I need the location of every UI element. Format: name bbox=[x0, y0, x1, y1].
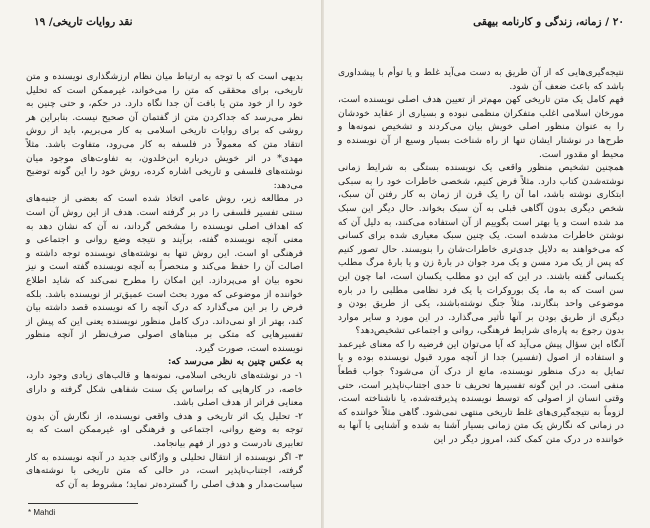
paragraph: فهم کامل یک متن تاریخی کهن مهم‌تر از تعیین هدف اصلی نویسنده است، مورخان اسلامی اغلب متفکران منظمی نبوده و بسیاری از عقاید خودشان را به عنوان منظور اصلی خویش بیان می‌کردند و تشخیص نمونه‌ها و طرح‌ها در نوشتار ایشان تنها از راه شناخت بسیار وسیع از آن نویسنده و محیط او مقدور است. bbox=[338, 94, 624, 160]
left-page bbox=[0, 0, 322, 528]
right-page bbox=[324, 0, 650, 528]
left-text-block bbox=[26, 70, 303, 491]
footnote: * Mahdi bbox=[28, 508, 56, 517]
right-text-block bbox=[338, 66, 624, 447]
paragraph-heading: به عکس چنین به نظر می‌رسد که: bbox=[167, 356, 303, 368]
paragraph: آنگاه این سؤال پیش می‌آید که آیا می‌توان این فرضیه را که معنای غیرعمد و استفاده از اصول (تفسیر) جدا از آنچه مورد قبول نویسنده بوده و یا تمایل به درک منظور نویسنده، مانع از درک آن می‌شود؟ جواب قطعاً منفی است. در این گونه تفسیرها تحریف تا حدی اجتناب‌ناپذیر است، حتی وقتی انسان از اصولی که توسط نویسنده پذیرفته‌شده، یا ناشناخته است، لزوماً به نتیجه‌گیری‌های غلط تاریخی منتهی نمی‌شود. گاهی مثلاً خواننده که در زمانی که نگارش یک متن زمانی بسیار آشنا به شده و آشنایی یا آنها به خواننده در درک متن کمک کند، امروز دیگر در این bbox=[338, 338, 624, 446]
list-item: ۱- در نوشته‌های تاریخی اسلامی، نمونه‌ها و قالب‌های زیادی وجود دارد، خاصه، در کارهایی که براساس یک سنت شفاهی شکل گرفته و دارای معنایی فراتر از هدف اصلی باشد. bbox=[26, 370, 303, 409]
list-item: ۲- تحلیل یک اثر تاریخی و هدف واقعی نویسنده، از نگارش آن بدون توجه به وضع روانی، اجتماعی و فرهنگی او، غیرممکن است که به تعابیری نادرست و دور از فهم بیانجامد. bbox=[26, 410, 303, 450]
right-running-head: ۲۰ / زمانه، زندگی و کارنامه بیهقی bbox=[473, 16, 624, 28]
list-item: ۳- اگر نویسنده از انتقال تحلیلی و واژگانی جدید در آنچه نویسنده به کار گرفته، اجتناب‌ناپذیر است، در حالی که متن تاریخی با نوشته‌های سیاست‌مدار و هدف اصلی را گسترده‌تر نماید؛ مشروط به آن که bbox=[26, 451, 303, 490]
paragraph: همچنین تشخیص منظور واقعی یک نویسنده بستگی به شرایط زمانی نوشته‌شدن کتاب دارد. مثلاً فرض کنیم، شخصی خاطرات خود را به سبکی ابتکاری نوشته باشد، اما آن را یک قرن از زمان به کار رفتن آن سبک، شخص دیگری بدون آگاهی قبلی به آن سبک بخواند. حال دیگر این سبک مد شده است و یا بهتر است بگوییم از آن استفاده می‌کنند، به دلیل آن که نوشتن خاطرات مدشده است. یک چنین سبک معیاری شده برای کسانی که می‌خواهند به دلایل جدی‌تری خاطرات‌شان را بنویسند. حال تصور کنیم که پس از یک مرد مسن و یک مرد جوان در بارهٔ زن و یا بارهٔ مرگ مطلب یکسانی گفته باشند. در این که این دو مطلب یکسان است، اما چون این سن است که به ما، یک بوروکرات یا یک فرد نظامی مطلبی را در باره موضوعی واحد بنگارند، مثلاً جنگ نوشته‌باشند، یکی از طریق بودن و دیگری از طریق بودن بر آنها تأثیر می‌گذارد. در این مورد و سایر موارد بدون رجوع به پاره‌ای شرایط فرهنگی، روانی و اجتماعی تشخیص‌دهد؟ bbox=[338, 162, 624, 337]
footnote-divider bbox=[28, 503, 138, 504]
left-running-head: نقد روایات تاریخی/ ۱۹ bbox=[34, 16, 133, 28]
block-quote: در مطالعه زیر، روش عامی اتخاذ شده است که بعضی از جنبه‌های سنتی تفسیر فلسفی را در بر گرفته است. هدف از این روش آن است که اهداف اصلی نویسنده را مشخص گرداند، نه آن که نشان دهد به معنی آنچه نویسنده گفته، برآیند و نتیجه وضع روانی و اجتماعی و فرهنگی او است. این روش تنها به نوشته‌های نویسنده توجه داشته و اصالت آن را حفظ می‌کند و منحصراً به آنچه نویسنده گفته است و نیز نحوه بیان او می‌پردازد. این امکان را مطرح نمی‌کند که شاید اطلاع خواننده از موضوعی که مورد بحث است عمیق‌تر از نویسنده باشد. بلکه فرض را بر این می‌گذارد که درک آنچه را که نویسنده قصد داشته بیان کند، بهتر از او نمی‌داند. درک کامل منظور نویسنده یعنی این که پیش از تفسیرهایی که متکی بر مبناهای اصولی صرف‌نظر از آنچه منظور نویسنده است، صورت گیرد. bbox=[26, 193, 303, 354]
paragraph: نتیجه‌گیری‌هایی که از آن طریق به دست می‌آید غلط و یا توأم با پیشداوری باشد که باعث ضعف آن شود. bbox=[338, 67, 624, 92]
paragraph: بدیهی است که با توجه به ارتباط میان نظام ارزشگذاری نویسنده و متن تاریخی، برای محققی که متن را می‌خواند، غیرممکن است که تحلیل خود را از خود متن یا بافت آن جدا نگاه دارد. در حکم، و حتی چنین به نظر می‌رسد که جداکردن متن از گفتمان آن صحیح نیست. بنابراین هر روشی که برای روایات تاریخی اسلامی به کار می‌بریم، باید از روش انتقاد متن که معمولاً در فلسفه به کار می‌رود، متفاوت باشد. مثلاً مهدی* در اثر خویش درباره ابن‌خلدون، به تفاوت‌های موجود میان نوشته‌های فلسفی و تاریخی اشاره کرده، روش خود را این گونه توضیح می‌دهد: bbox=[26, 71, 303, 191]
